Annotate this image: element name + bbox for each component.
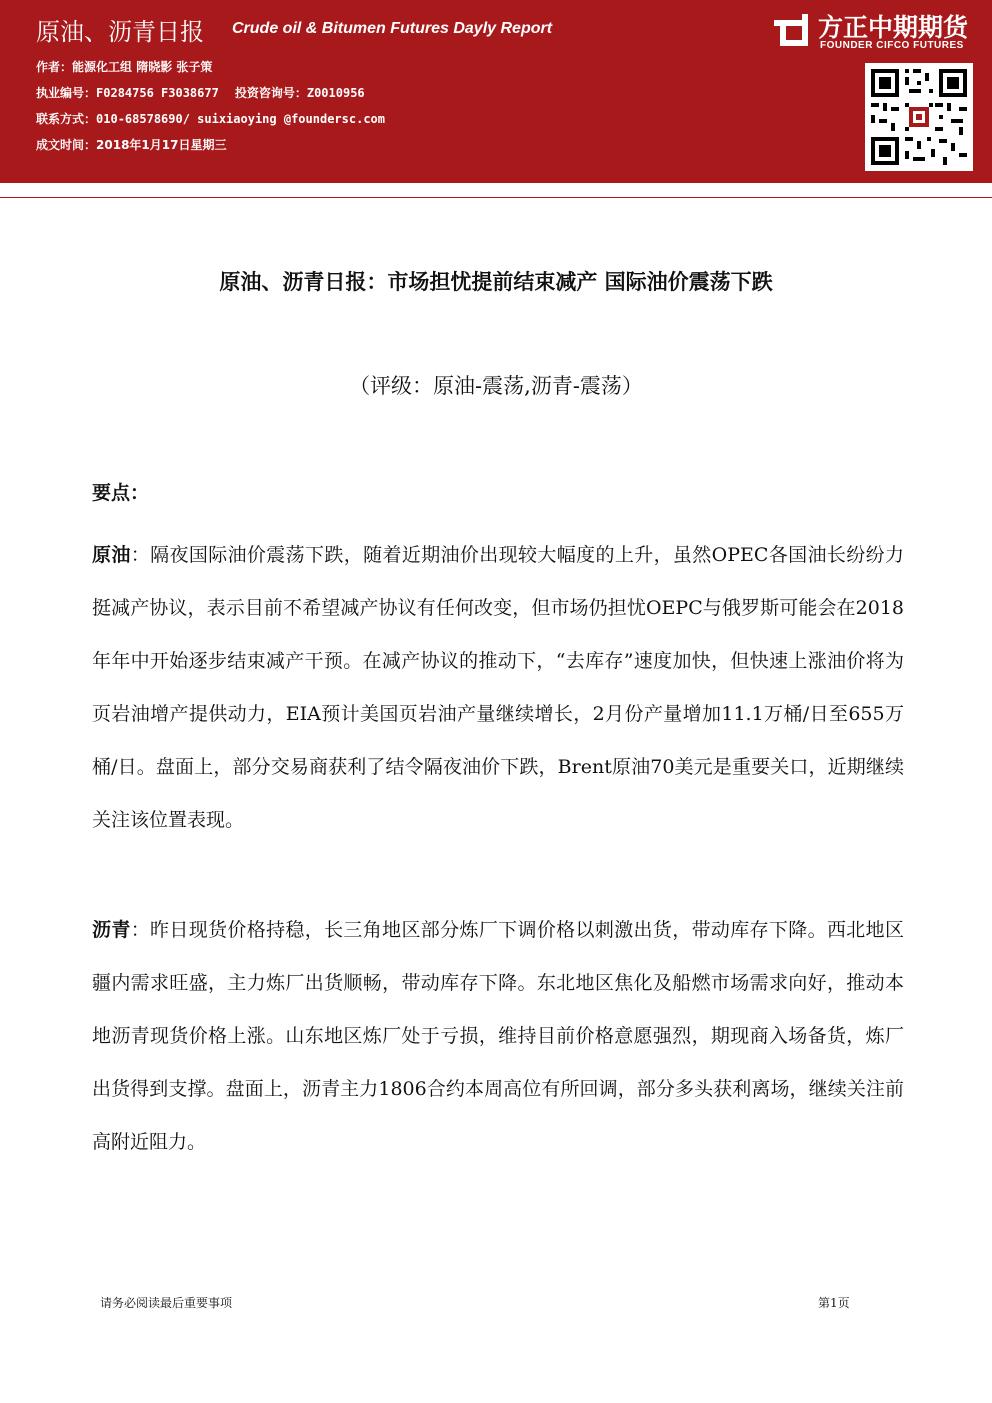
contact-label: 联系方式：	[36, 112, 97, 126]
consult-label: 投资咨询号：	[234, 86, 307, 100]
crude-oil-text: ：隔夜国际油价震荡下跌，随着近期油价出现较大幅度的上升，虽然OPEC各国油长纷纷力挺减产协议，表示目前不希望减产协议有任何改变，但市场仍担忧OEPC与俄罗斯可能会在2018年年中开始逐步结束减产干预。在减产协议的推动下，“去库存”速度加快，但快速上涨油价将为页岩油增产提供动力，EIA预计美国页岩油产量继续增长，2月份产量增加11.1万桶/日至655万桶/日。盘面上，部分交易商获利了结令隔夜油价下跌，Brent原油70美元是重要关口，近期继续关注该位置表现。	[92, 544, 904, 831]
logo-name-en: FOUNDER CIFCO FUTURES	[820, 40, 964, 51]
date-line	[36, 136, 226, 153]
license-line	[36, 84, 365, 101]
key-points-heading: 要点：	[92, 482, 150, 504]
license-label: 执业编号：	[36, 86, 97, 100]
crude-oil-lead: 原油	[92, 544, 131, 566]
crude-oil-paragraph	[92, 529, 904, 847]
bitumen-paragraph	[92, 904, 904, 1169]
report-header	[0, 0, 992, 180]
consult-value: Z0010956	[306, 86, 365, 100]
founder-logo-icon	[772, 12, 810, 48]
rating-line: （评级：原油-震荡,沥青-震荡）	[349, 374, 643, 398]
contact-value: 010-68578690/ suixiaoying @foundersc.com	[96, 112, 385, 126]
date-label: 成文时间：	[36, 138, 97, 152]
header-divider	[0, 180, 992, 198]
report-title-cn: 原油、沥青日报	[36, 18, 204, 46]
author-label: 作者：	[36, 60, 73, 74]
contact-line	[36, 110, 385, 127]
report-title-en: Crude oil & Bitumen Futures Dayly Report	[232, 20, 553, 37]
author-line	[36, 58, 212, 75]
bitumen-lead: 沥青	[92, 919, 131, 941]
footer-page-number: 第1页	[818, 1296, 850, 1310]
document-title: 原油、沥青日报：市场担忧提前结束减产 国际油价震荡下跌	[219, 270, 773, 294]
author-names: 能源化工组 隋晓影 张子策	[72, 60, 213, 74]
logo-name-cn: 方正中期期货	[818, 13, 969, 42]
bitumen-text: ：昨日现货价格持稳，长三角地区部分炼厂下调价格以刺激出货，带动库存下降。西北地区疆内需求旺盛，主力炼厂出货顺畅，带动库存下降。东北地区焦化及船燃市场需求向好，推动本地沥青现货价格上涨。山东地区炼厂处于亏损，维持目前价格意愿强烈，期现商入场备货，炼厂出货得到支撑。盘面上，沥青主力1806合约本周高位有所回调，部分多头获利离场，继续关注前高附近阻力。	[92, 919, 904, 1153]
date-value: 2018年1月17日星期三	[96, 138, 227, 152]
footer-disclaimer: 请务必阅读最后重要事项	[100, 1296, 233, 1310]
license-value: F0284756 F3038677	[96, 86, 219, 100]
qr-code-icon	[865, 63, 973, 171]
